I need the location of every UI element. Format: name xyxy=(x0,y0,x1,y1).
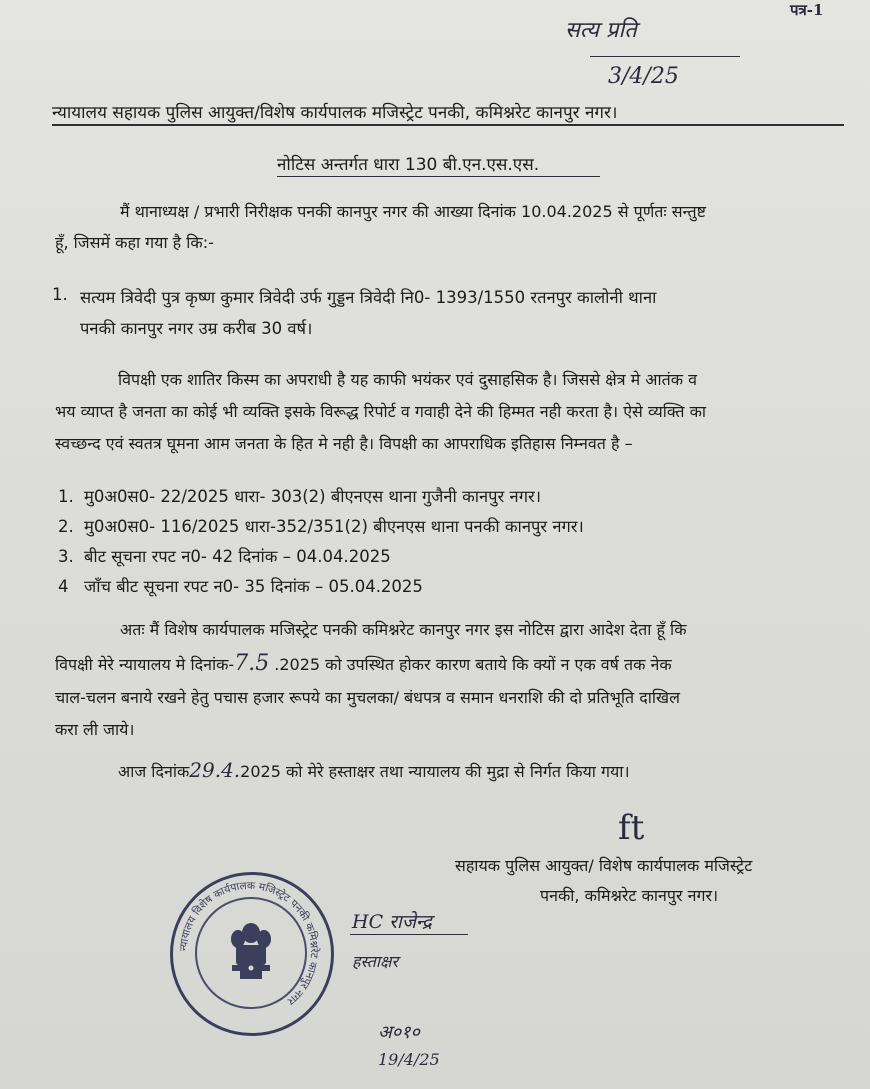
accused-line-2: पनकी कानपुर नगर उम्र करीब 30 वर्ष। xyxy=(80,319,313,338)
court-seal xyxy=(170,872,334,1036)
intro-line-1: मैं थानाध्यक्ष / प्रभारी निरीक्षक पनकी कानपुर नगर की आख्या दिनांक 10.04.2025 से पूर्णतः सन्तुष्ट xyxy=(120,202,706,221)
notice-title-underline xyxy=(277,176,600,177)
case-text: मु0अ0स0- 22/2025 धारा- 303(2) बीएनएस थाना गुजैनी कानपुर नगर। xyxy=(84,487,541,506)
handwritten-sign-underline xyxy=(350,934,468,935)
officer-signature-mark: ft xyxy=(618,808,645,848)
intro-line-2: हूँ, जिसमें कहा गया है कि:- xyxy=(55,233,214,252)
handwritten-bottom-date: 19/4/25 xyxy=(378,1050,440,1069)
description-line-3: स्वच्छन्द एवं स्वतत्र घूमना आम जनता के हित मे नही है। विपक्षी का आपराधिक इतिहास निम्नवत है – xyxy=(55,434,633,453)
case-text: जाँच बीट सूचना रपट न0- 35 दिनांक – 05.04.2025 xyxy=(84,577,423,596)
court-heading-underline xyxy=(52,124,844,126)
issued-prefix: आज दिनांक xyxy=(118,762,190,781)
handwritten-date-top: 3/4/25 xyxy=(608,64,679,89)
officer-office: पनकी, कमिश्नरेट कानपुर नगर। xyxy=(540,886,719,905)
handwritten-receiver-name: HC राजेन्द्र xyxy=(352,911,432,933)
case-item xyxy=(58,544,391,567)
court-heading: न्यायालय सहायक पुलिस आयुक्त/विशेष कार्यपालक मजिस्ट्रेट पनकी, कमिश्नरेट कानपुर नगर। xyxy=(52,103,618,123)
case-number: 3. xyxy=(58,547,74,566)
issued-line xyxy=(118,760,630,782)
svg-text:न्यायालय विशेष कार्यपालक मजिस्: न्यायालय विशेष कार्यपालक मजिस्ट्रेट पनकी कमिश्नरेट कानपुर नगर xyxy=(177,879,321,1008)
case-text: बीट सूचना रपट न0- 42 दिनांक – 04.04.2025 xyxy=(84,547,391,566)
notice-title: नोटिस अन्तर्गत धारा 130 बी.एन.एस.एस. xyxy=(277,155,540,175)
description-line-1: विपक्षी एक शातिर किस्म का अपराधी है यह काफी भयंकर एवं दुसाहसिक है। जिससे क्षेत्र मे आतंक व xyxy=(118,370,698,389)
order-line-4: करा ली जाये। xyxy=(55,720,135,739)
handwritten-initials: अ०१० xyxy=(378,1022,420,1043)
national-emblem-icon xyxy=(228,919,274,985)
case-item xyxy=(58,514,584,537)
case-number: 1. xyxy=(58,487,74,506)
order-line-3: चाल-चलन बनाये रखने हेतु पचास हजार रूपये का मुचलका/ बंधपत्र व समान धनराशि की दो प्रतिभूति दाखिल xyxy=(55,688,680,707)
issued-suffix: 2025 को मेरे हस्ताक्षर तथा न्यायालय की मुद्रा से निर्गत किया गया। xyxy=(240,762,630,781)
handwritten-sign: हस्ताक्षर xyxy=(352,952,399,971)
case-number: 2. xyxy=(58,517,74,536)
order-date-prefix: विपक्षी मेरे न्यायालय मे दिनांक- xyxy=(55,655,235,674)
handwritten-appearance-date: 7.5 xyxy=(234,651,270,676)
handwritten-corner-note: पत्र-1 xyxy=(790,1,824,19)
case-item xyxy=(58,574,423,597)
case-number: 4 xyxy=(58,577,69,596)
order-line-2 xyxy=(55,651,672,676)
handwritten-true-copy: सत्य प्रति xyxy=(565,18,637,43)
order-date-suffix: .2025 को उपस्थित होकर कारण बताये कि क्यों न एक वर्ष तक नेक xyxy=(269,655,672,674)
handwritten-underline xyxy=(590,56,740,57)
description-line-2: भय व्याप्त है जनता का कोई भी व्यक्ति इसके विरूद्ध रिपोर्ट व गवाही देने की हिम्मत नही करता है। ऐसे व्यक्ति का xyxy=(55,402,707,421)
accused-line-1: सत्यम त्रिवेदी पुत्र कृष्ण कुमार त्रिवेदी उर्फ गुड्डन त्रिवेदी नि0- 1393/1550 रतनपुर कालोनी थाना xyxy=(80,288,657,307)
case-text: मु0अ0स0- 116/2025 धारा-352/351(2) बीएनएस थाना पनकी कानपुर नगर। xyxy=(84,517,584,536)
seal-inner-ring xyxy=(195,897,307,1009)
accused-number: 1. xyxy=(52,285,68,304)
handwritten-issue-date: 29.4. xyxy=(189,758,241,782)
order-line-1: अतः मैं विशेष कार्यपालक मजिस्ट्रेट पनकी कमिश्नरेट कानपुर नगर इस नोटिस द्वारा आदेश देता हूँ कि xyxy=(120,620,687,639)
officer-designation: सहायक पुलिस आयुक्त/ विशेष कार्यपालक मजिस्ट्रेट xyxy=(455,856,753,875)
case-item xyxy=(58,484,541,507)
